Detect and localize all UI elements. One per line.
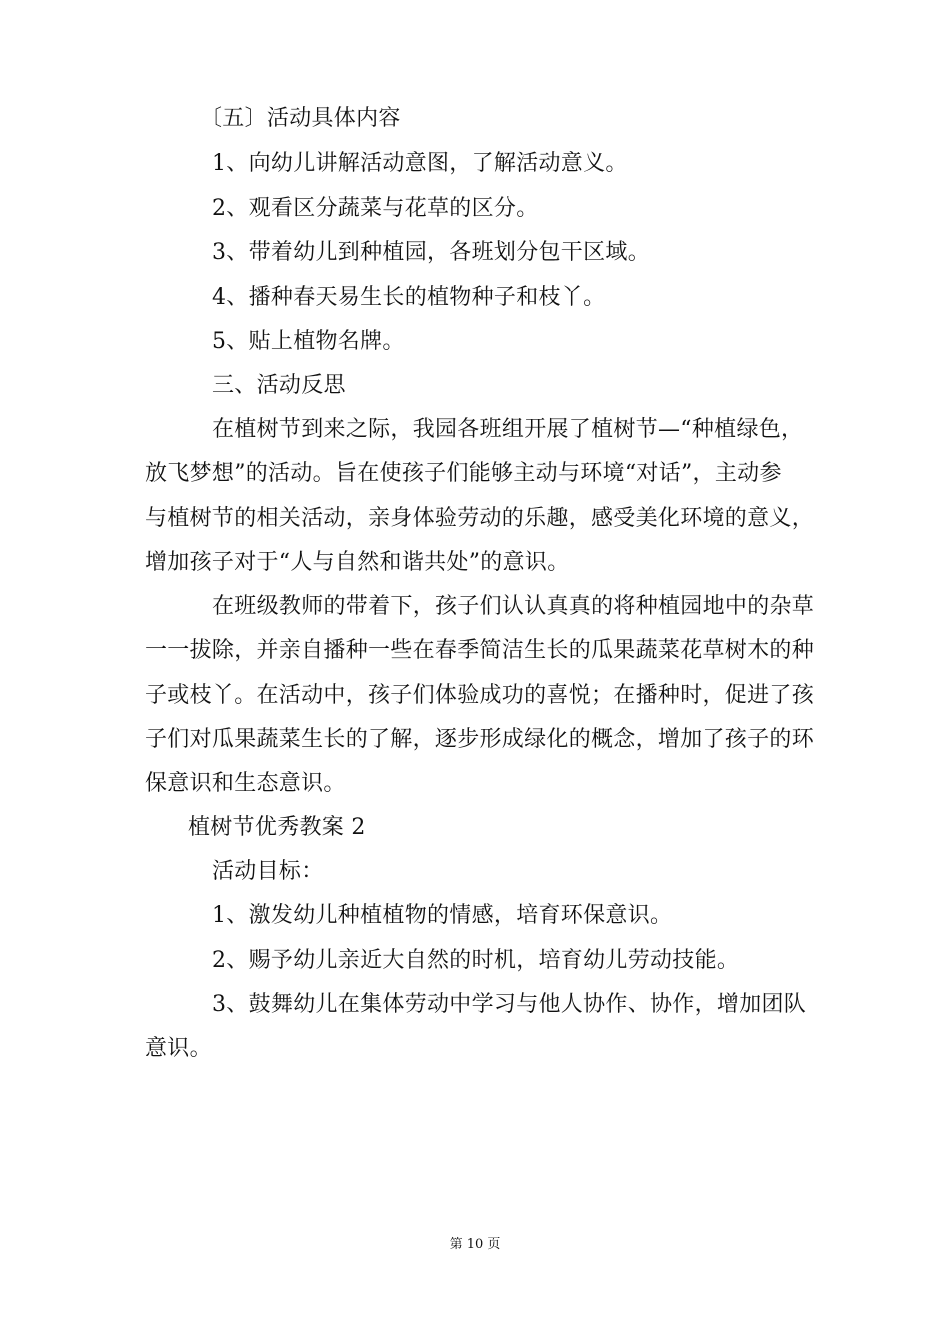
list-item: 5、贴上植物名牌。 bbox=[212, 329, 405, 354]
paragraph-line: 子们对瓜果蔬菜生长的了解，逐步形成绿化的概念，增加了孩子的环 bbox=[145, 727, 815, 752]
list-item: 4、播种春天易生长的植物种子和枝丫。 bbox=[212, 285, 606, 310]
list-item: 3、鼓舞幼儿在集体劳动中学习与他人协作、协作，增加团队 bbox=[212, 992, 807, 1017]
section-heading: 三、活动反思 bbox=[212, 373, 346, 398]
paragraph-line: 保意识和生态意识。 bbox=[145, 771, 346, 796]
section-heading: 活动目标： bbox=[212, 859, 324, 884]
list-item: 1、激发幼儿种植植物的情感，培育环保意识。 bbox=[212, 903, 673, 928]
section-heading: 〔五〕活动具体内容 bbox=[200, 106, 401, 131]
page-number: 第 10 页 bbox=[449, 1237, 501, 1252]
list-item: 2、赐予幼儿亲近大自然的时机，培育幼儿劳动技能。 bbox=[212, 948, 740, 973]
paragraph-line: 子或枝丫。在活动中，孩子们体验成功的喜悦；在播种时，促进了孩 bbox=[145, 683, 815, 708]
paragraph-line: 在植树节到来之际，我园各班组开展了植树节—“种植绿色， bbox=[212, 417, 804, 442]
list-item: 2、观看区分蔬菜与花草的区分。 bbox=[212, 196, 539, 221]
paragraph-line: 与植树节的相关活动，亲身体验劳动的乐趣，感受美化环境的意义， bbox=[145, 506, 815, 531]
list-item-continuation: 意识。 bbox=[145, 1036, 212, 1061]
lesson-title: 植树节优秀教案 2 bbox=[188, 815, 366, 840]
list-item: 1、向幼儿讲解活动意图，了解活动意义。 bbox=[212, 151, 628, 176]
paragraph-line: 放飞梦想”的活动。旨在使孩子们能够主动与环境“对话”，主动参 bbox=[145, 461, 782, 486]
paragraph-line: 增加孩子对于“人与自然和谐共处”的意识。 bbox=[145, 550, 570, 575]
list-item: 3、带着幼儿到种植园，各班划分包干区域。 bbox=[212, 240, 650, 265]
paragraph-line: 在班级教师的带着下，孩子们认认真真的将种植园地中的杂草 bbox=[212, 594, 815, 619]
paragraph-line: 一一拔除，并亲自播种一些在春季简洁生长的瓜果蔬菜花草树木的种 bbox=[145, 638, 815, 663]
